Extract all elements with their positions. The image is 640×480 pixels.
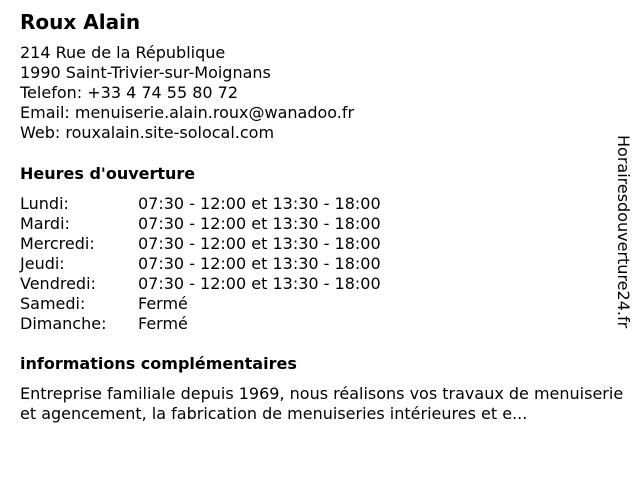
contact-block	[20, 43, 354, 143]
day-label: Mardi:	[20, 214, 70, 233]
day-label: Dimanche:	[20, 314, 107, 333]
additional-info-title: informations complémentaires	[20, 354, 297, 373]
website: Web: rouxalain.site-solocal.com	[20, 123, 275, 142]
day-label: Jeudi:	[20, 254, 65, 273]
day-hours: 07:30 - 12:00 et 13:30 - 18:00	[138, 274, 381, 293]
additional-info-text: Entreprise familiale depuis 1969, nous réalisons vos travaux de menuiserie et agencement, la fabrication de menuiseries intérieures et e...	[20, 384, 624, 423]
day-label: Mercredi:	[20, 234, 95, 253]
day-hours: 07:30 - 12:00 et 13:30 - 18:00	[138, 254, 381, 273]
email-address: Email: menuiserie.alain.roux@wanadoo.fr	[20, 103, 355, 122]
opening-hours-table	[20, 194, 381, 334]
day-hours: 07:30 - 12:00 et 13:30 - 18:00	[138, 234, 381, 253]
day-label: Samedi:	[20, 294, 86, 313]
phone-number: Telefon: +33 4 74 55 80 72	[20, 83, 239, 102]
business-name: Roux Alain	[20, 10, 141, 34]
hours-row-saturday	[20, 294, 381, 314]
day-hours: 07:30 - 12:00 et 13:30 - 18:00	[138, 194, 381, 213]
street-address: 214 Rue de la République	[20, 43, 226, 62]
opening-hours-title: Heures d'ouverture	[20, 164, 196, 183]
hours-row-thursday	[20, 254, 381, 274]
day-label: Vendredi:	[20, 274, 96, 293]
hours-row-tuesday	[20, 214, 381, 234]
hours-row-sunday	[20, 314, 381, 334]
day-hours: Fermé	[138, 314, 188, 333]
day-hours: Fermé	[138, 294, 188, 313]
site-brand-vertical: Horairesdouverture24.fr	[614, 135, 633, 329]
hours-row-friday	[20, 274, 381, 294]
hours-row-wednesday	[20, 234, 381, 254]
day-label: Lundi:	[20, 194, 69, 213]
day-hours: 07:30 - 12:00 et 13:30 - 18:00	[138, 214, 381, 233]
hours-row-monday	[20, 194, 381, 214]
city-address: 1990 Saint-Trivier-sur-Moignans	[20, 63, 271, 82]
